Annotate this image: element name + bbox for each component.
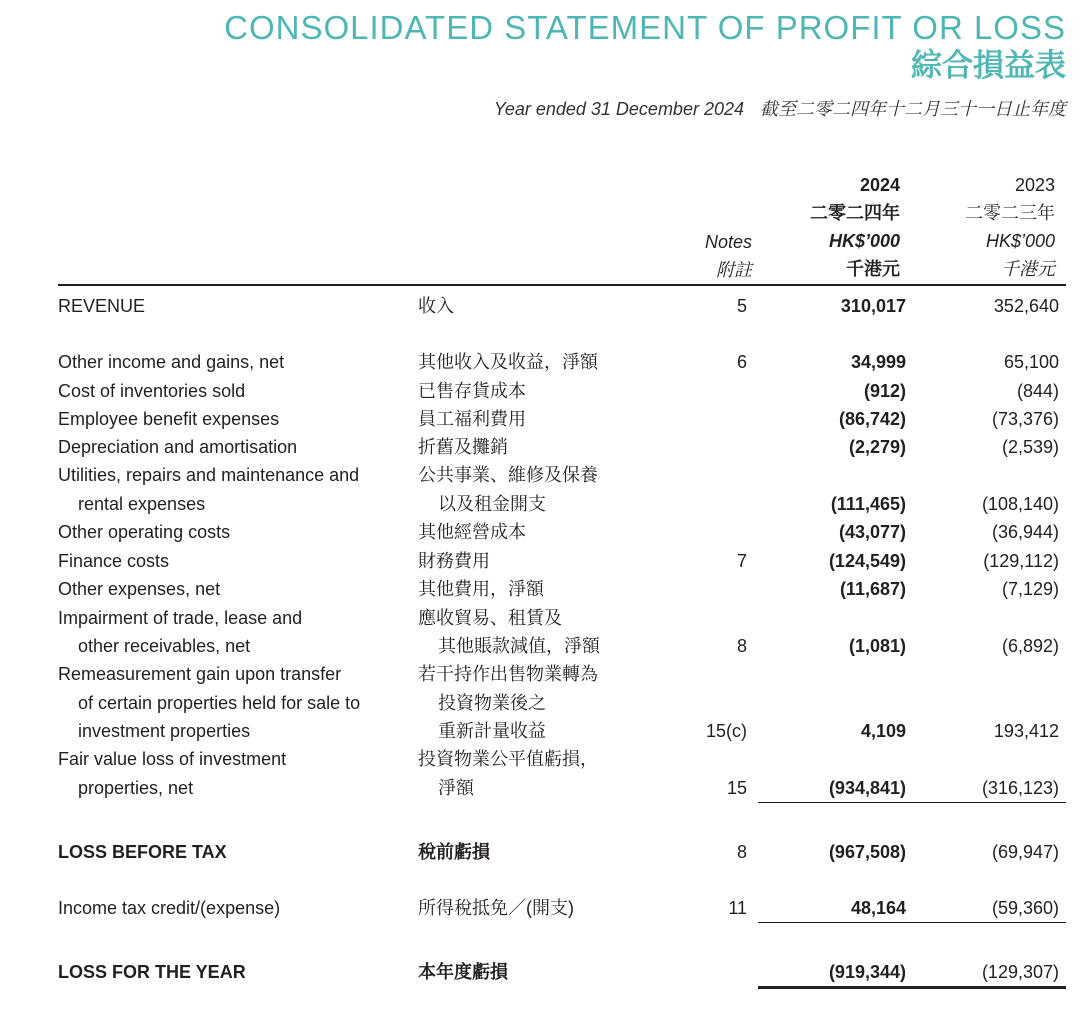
subtotal-rule	[758, 922, 1066, 923]
row-label-en: Remeasurement gain upon transfer	[58, 664, 342, 684]
table-row	[0, 689, 1080, 717]
year-2024-unit: HK$’000	[828, 231, 900, 251]
year-2024-unit-cn: 千港元	[846, 259, 900, 279]
row-label-en: of certain properties held for sale to	[78, 693, 361, 713]
row-note: 15(c)	[705, 721, 747, 741]
row-value-2023: 65,100	[1003, 352, 1059, 372]
year-2023-column-header	[965, 171, 1055, 283]
row-label-cn: 本年度虧損	[418, 962, 508, 982]
row-label-cn: 其他經營成本	[418, 522, 526, 542]
table-row	[0, 660, 1080, 688]
row-label-cn: 員工福利費用	[418, 409, 526, 429]
row-value-2024: 34,999	[850, 352, 906, 372]
row-label-cn: 收入	[418, 296, 454, 316]
row-label-cn: 折舊及攤銷	[418, 437, 508, 457]
row-label-en: LOSS BEFORE TAX	[58, 842, 227, 862]
period-caption	[494, 96, 1066, 122]
period-chinese: 截至二零二四年十二月三十一日止年度	[760, 99, 1066, 119]
row-value-2024: (967,508)	[828, 842, 906, 862]
row-note: 5	[736, 296, 747, 316]
row-label-cn: 以及租金開支	[438, 494, 546, 514]
table-row	[0, 894, 1080, 922]
table-row	[0, 490, 1080, 518]
year-2023-label-cn: 二零二三年	[965, 203, 1055, 223]
row-note: 15	[726, 778, 747, 798]
table-row	[0, 348, 1080, 376]
row-value-2024: 310,017	[840, 296, 906, 316]
row-label-en: Income tax credit/(expense)	[58, 898, 281, 918]
row-value-2024: (919,344)	[828, 962, 906, 982]
row-value-2023: 193,412	[993, 721, 1059, 741]
year-2024-column-header	[810, 171, 900, 283]
row-label-cn: 投資物業公平值虧損，	[418, 749, 598, 769]
row-value-2024: (11,687)	[839, 579, 906, 599]
row-value-2024: (124,549)	[828, 551, 906, 571]
row-label-cn: 公共事業、維修及保養	[418, 465, 598, 485]
row-value-2024: 4,109	[860, 721, 906, 741]
header-divider	[58, 284, 1066, 286]
row-label-en: investment properties	[78, 721, 251, 741]
table-row	[0, 958, 1080, 986]
row-label-en: Other income and gains, net	[58, 352, 285, 372]
table-row	[0, 405, 1080, 433]
row-label-en: Other operating costs	[58, 522, 231, 542]
period-english: Year ended 31 December 2024	[493, 99, 744, 119]
table-row	[0, 632, 1080, 660]
row-value-2023: (73,376)	[991, 409, 1059, 429]
row-label-en: Other expenses, net	[58, 579, 221, 599]
row-note: 8	[736, 636, 747, 656]
row-value-2024: (2,279)	[848, 437, 906, 457]
subtotal-rule	[758, 802, 1066, 803]
row-label-cn: 所得稅抵免／(開支)	[418, 898, 574, 918]
row-value-2024: (912)	[863, 381, 906, 401]
row-label-en: Impairment of trade, lease and	[58, 608, 303, 628]
row-label-cn: 應收貿易、租賃及	[418, 608, 562, 628]
row-value-2023: (129,307)	[981, 962, 1059, 982]
row-value-2023: (69,947)	[991, 842, 1059, 862]
row-label-en: Depreciation and amortisation	[58, 437, 298, 457]
row-value-2023: (129,112)	[983, 551, 1059, 571]
row-note: 11	[728, 898, 747, 918]
row-value-2023: (2,539)	[1001, 437, 1059, 457]
row-label-cn: 淨額	[438, 778, 474, 798]
page-title: CONSOLIDATED STATEMENT OF PROFIT OR LOSS	[224, 9, 1066, 46]
row-value-2024: (43,077)	[838, 522, 906, 542]
table-row	[0, 838, 1080, 866]
table-row	[0, 717, 1080, 745]
row-label-en: Fair value loss of investment	[58, 749, 287, 769]
row-label-en: properties, net	[78, 778, 194, 798]
row-note: 8	[736, 842, 747, 862]
row-value-2023: (59,360)	[991, 898, 1059, 918]
notes-header-cn: 附註	[716, 260, 752, 280]
row-label-cn: 已售存貨成本	[418, 381, 526, 401]
total-double-rule	[758, 986, 1066, 989]
notes-header-en: Notes	[704, 232, 752, 252]
row-label-cn: 若干持作出售物業轉為	[418, 664, 598, 684]
row-value-2024: (111,465)	[830, 494, 906, 514]
row-value-2023: (108,140)	[981, 494, 1059, 514]
year-2023-label: 2023	[1014, 175, 1055, 195]
row-value-2024: (934,841)	[828, 778, 906, 798]
year-2024-label: 2024	[859, 175, 900, 195]
table-row	[0, 461, 1080, 489]
row-value-2023: (844)	[1016, 381, 1059, 401]
row-label-en: Cost of inventories sold	[58, 381, 246, 401]
row-value-2023: (7,129)	[1001, 579, 1059, 599]
table-row	[0, 745, 1080, 773]
row-label-cn: 其他收入及收益，淨額	[418, 352, 598, 372]
row-label-cn: 其他費用，淨額	[418, 579, 544, 599]
row-value-2023: 352,640	[993, 296, 1059, 316]
table-row	[0, 433, 1080, 461]
row-note: 7	[736, 551, 747, 571]
row-value-2024: (1,081)	[848, 636, 906, 656]
notes-column-header	[705, 228, 752, 284]
row-label-en: other receivables, net	[78, 636, 251, 656]
row-value-2024: (86,742)	[838, 409, 906, 429]
table-row	[0, 547, 1080, 575]
table-row	[0, 518, 1080, 546]
table-row	[0, 377, 1080, 405]
row-label-cn: 其他賬款減值，淨額	[438, 636, 600, 656]
row-label-en: REVENUE	[58, 296, 146, 316]
year-2023-unit-cn: 千港元	[1001, 259, 1055, 279]
row-note: 6	[736, 352, 747, 372]
row-value-2023: (6,892)	[1001, 636, 1059, 656]
row-label-en: Utilities, repairs and maintenance and	[58, 465, 360, 485]
page-title-chinese: 綜合損益表	[911, 48, 1066, 83]
table-row	[0, 575, 1080, 603]
year-2023-unit: HK$’000	[985, 231, 1055, 251]
table-row	[0, 604, 1080, 632]
row-label-cn: 投資物業後之	[438, 693, 546, 713]
row-value-2024: 48,164	[850, 898, 906, 918]
row-label-cn: 財務費用	[418, 551, 490, 571]
table-row	[0, 292, 1080, 320]
row-label-en: Finance costs	[58, 551, 170, 571]
row-value-2023: (316,123)	[981, 778, 1059, 798]
table-row	[0, 774, 1080, 802]
row-label-en: rental expenses	[78, 494, 206, 514]
row-value-2023: (36,944)	[991, 522, 1059, 542]
row-label-cn: 重新計量收益	[438, 721, 546, 741]
year-2024-label-cn: 二零二四年	[810, 203, 900, 223]
row-label-en: LOSS FOR THE YEAR	[58, 962, 246, 982]
row-label-cn: 稅前虧損	[418, 842, 490, 862]
row-label-en: Employee benefit expenses	[58, 409, 280, 429]
